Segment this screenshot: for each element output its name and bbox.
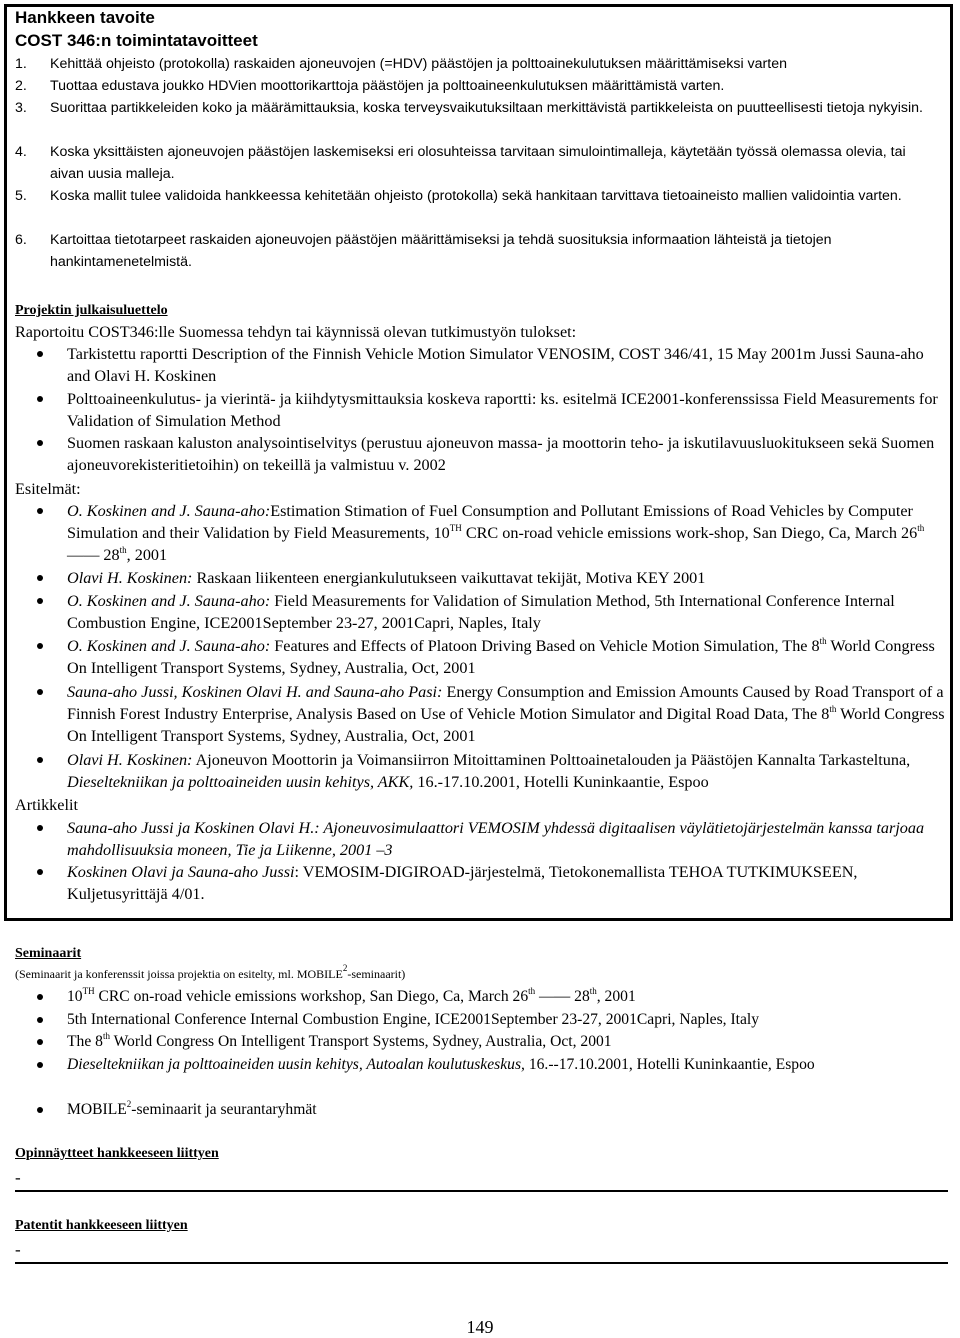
bullet-icon [37, 825, 43, 831]
presentations-label: Esitelmät: [15, 480, 81, 498]
presentation-item: Olavi H. Koskinen: Raskaan liikenteen energiankulutukseen vaikuttavat tekijät, Motiva KEY 2001 [67, 569, 706, 587]
bullet-icon [37, 598, 43, 604]
goal-item: 3. Suorittaa partikkeleiden koko ja määrämittauksia, koska terveysvaikutuksiltaan merkittävistä partikkeleista on puutteellisesti tietoja nykyisin. [15, 100, 923, 116]
seminars-heading: Seminaarit [15, 946, 82, 961]
cost-objectives-heading: COST 346:n toimintatavoitteet [15, 31, 258, 50]
seminar-item: Dieseltekniikan ja polttoaineiden uusin kehitys, Autoalan koulutuskeskus, 16.--17.10.2001, Hotelli Kuninkaantie, Espoo [67, 1056, 815, 1073]
presentation-item: Sauna-aho Jussi, Koskinen Olavi H. and Sauna-aho Pasi: Energy Consumption and Emission Amounts Caused by Road Transport of a Finnish Forest Industry Enterprise, Analysis Based on Use of Vehicle Motion Simulator and Digital Road Data, The 8th World Congress On Intelligent Transport Systems, Sydney, Australia, Oct, 2001 [67, 683, 945, 746]
report-item: Polttoaineenkulutus- ja vierintä- ja kiihdytysmittauksia koskeva raportti: ks. esitelmä ICE2001-konferenssissa Field Measurements for Validation of Simulation Method [67, 390, 938, 431]
patents-heading: Patentit hankkeeseen liittyen [15, 1218, 188, 1233]
bullet-icon [37, 643, 43, 649]
bullet-icon [37, 351, 43, 357]
patents-value: - [15, 1240, 21, 1259]
goals-heading: Hankkeen tavoite [15, 8, 155, 27]
seminar-item: 10TH CRC on-road vehicle emissions workshop, San Diego, Ca, March 26th —— 28th, 2001 [67, 986, 636, 1005]
presentation-item: O. Koskinen and J. Sauna-aho: Field Measurements for Validation of Simulation Method, 5th International Conference Internal Combustion Engine, ICE2001September 23-27, 2001Capri, Naples, Italy [67, 592, 895, 633]
bullet-icon [37, 575, 43, 581]
bullet-icon [37, 689, 43, 695]
goal-item: 1. Kehittää ohjeisto (protokolla) raskaiden ajoneuvojen (=HDV) päästöjen ja polttoainekulutuksen määrittämiseksi varten [15, 56, 787, 72]
goal-item: 4. Koska yksittäisten ajoneuvojen päästöjen laskemiseksi eri olosuhteissa tarvitaan simulointimalleja, käytetään työssä olemassa olevia, tai aivan uusia malleja. [15, 144, 906, 182]
bullet-icon [37, 1107, 43, 1113]
theses-heading: Opinnäytteet hankkeeseen liittyen [15, 1146, 219, 1161]
presentation-item: Olavi H. Koskinen: Ajoneuvon Moottorin ja Voimansiirron Mitoittaminen Polttoainetalouden ja Päästöjen Kannalta Tarkasteltuna, Dieseltekniikan ja polttoaineiden uusin kehitys, AKK, 16.-17.10.2001, Hotelli Kuninkaantie, Espoo [67, 751, 911, 792]
theses-value: - [15, 1168, 21, 1187]
page-number: 149 [466, 1317, 494, 1337]
presentation-item: O. Koskinen and J. Sauna-aho: Features and Effects of Platoon Driving Based on Vehicle Motion Simulation, The 8th World Congress On Intelligent Transport Systems, Sydney, Australia, Oct, 2001 [67, 636, 935, 678]
bullet-icon [37, 994, 43, 1000]
bullet-icon [37, 1062, 43, 1068]
bullet-icon [37, 508, 43, 514]
bullet-icon [37, 396, 43, 402]
publications-intro: Raportoitu COST346:lle Suomessa tehdyn tai käynnissä olevan tutkimustyön tulokset: [15, 323, 577, 341]
goal-item: 2. Tuottaa edustava joukko HDVien moottorikarttoja päästöjen ja polttoaineenkulutuksen määrittämistä varten. [15, 78, 725, 94]
seminars-note: (Seminaarit ja konferenssit joissa projektia on esitelty, ml. MOBILE$^2$-seminaarit) [15, 963, 406, 981]
publications-heading: Projektin julkaisuluettelo [15, 303, 168, 318]
seminar-item: 5th International Conference Internal Combustion Engine, ICE2001September 23-27, 2001Capri, Naples, Italy [67, 1011, 760, 1028]
article-item: Koskinen Olavi ja Sauna-aho Jussi: VEMOSIM-DIGIROAD-järjestelmä, Tietokonemallista TEHOA TUTKIMUKSEEN, Kuljetusyrittäjä 4/01. [67, 863, 858, 904]
seminar-item: MOBILE$^2$-seminaarit ja seurantaryhmät [67, 1099, 317, 1118]
report-item: Tarkistettu raportti Description of the Finnish Vehicle Motion Simulator VENOSIM, COST 346/41, 15 May 2001m Jussi Sauna-aho and Olavi H. Koskinen [67, 345, 924, 386]
report-item: Suomen raskaan kaluston analysointiselvitys (perustuu ajoneuvon massa- ja moottorin teho- ja iskutilavuusluokitukseen sekä Suomen ajoneuvorekisteritietoihin) on tekeillä ja valmistuu v. 2002 [67, 434, 935, 475]
bullet-icon [37, 869, 43, 875]
goal-item: 6. Kartoittaa tietotarpeet raskaiden ajoneuvojen päästöjen määrittämiseksi ja tehdä suosituksia informaation lähteistä ja tietojen hankintamenetelmistä. [15, 232, 832, 270]
bullet-icon [37, 757, 43, 763]
bullet-icon [37, 440, 43, 446]
bullet-icon [37, 1039, 43, 1045]
article-item: Sauna-aho Jussi ja Koskinen Olavi H.: Ajoneuvosimulaattori VEMOSIM yhdessä digitaalisen väylätietojärjestelmän kanssa tarjoaa mahdollisuuksia moneen, Tie ja Liikenne, 2001 –3 [67, 819, 925, 860]
goal-item: 5. Koska mallit tulee validoida hankkeessa kehitetään ohjeisto (protokolla) sekä hankitaan tarvittava tietoaineisto mallien validointia varten. [15, 188, 902, 204]
seminar-item: The 8th World Congress On Intelligent Transport Systems, Sydney, Australia, Oct, 2001 [67, 1031, 612, 1050]
patents-rule [15, 1262, 948, 1264]
presentation-item: O. Koskinen and J. Sauna-aho:Estimation Stimation of Fuel Consumption and Pollutant Emissions of Road Vehicles by Computer Simulation and their Validation by Field Measurements, 10TH CRC on-road vehicle emissions work-shop, San Diego, Ca, March 26th —— 28th, 2001 [67, 502, 925, 565]
articles-label: Artikkelit [15, 796, 78, 814]
theses-rule [15, 1190, 948, 1192]
bullet-icon [37, 1017, 43, 1023]
